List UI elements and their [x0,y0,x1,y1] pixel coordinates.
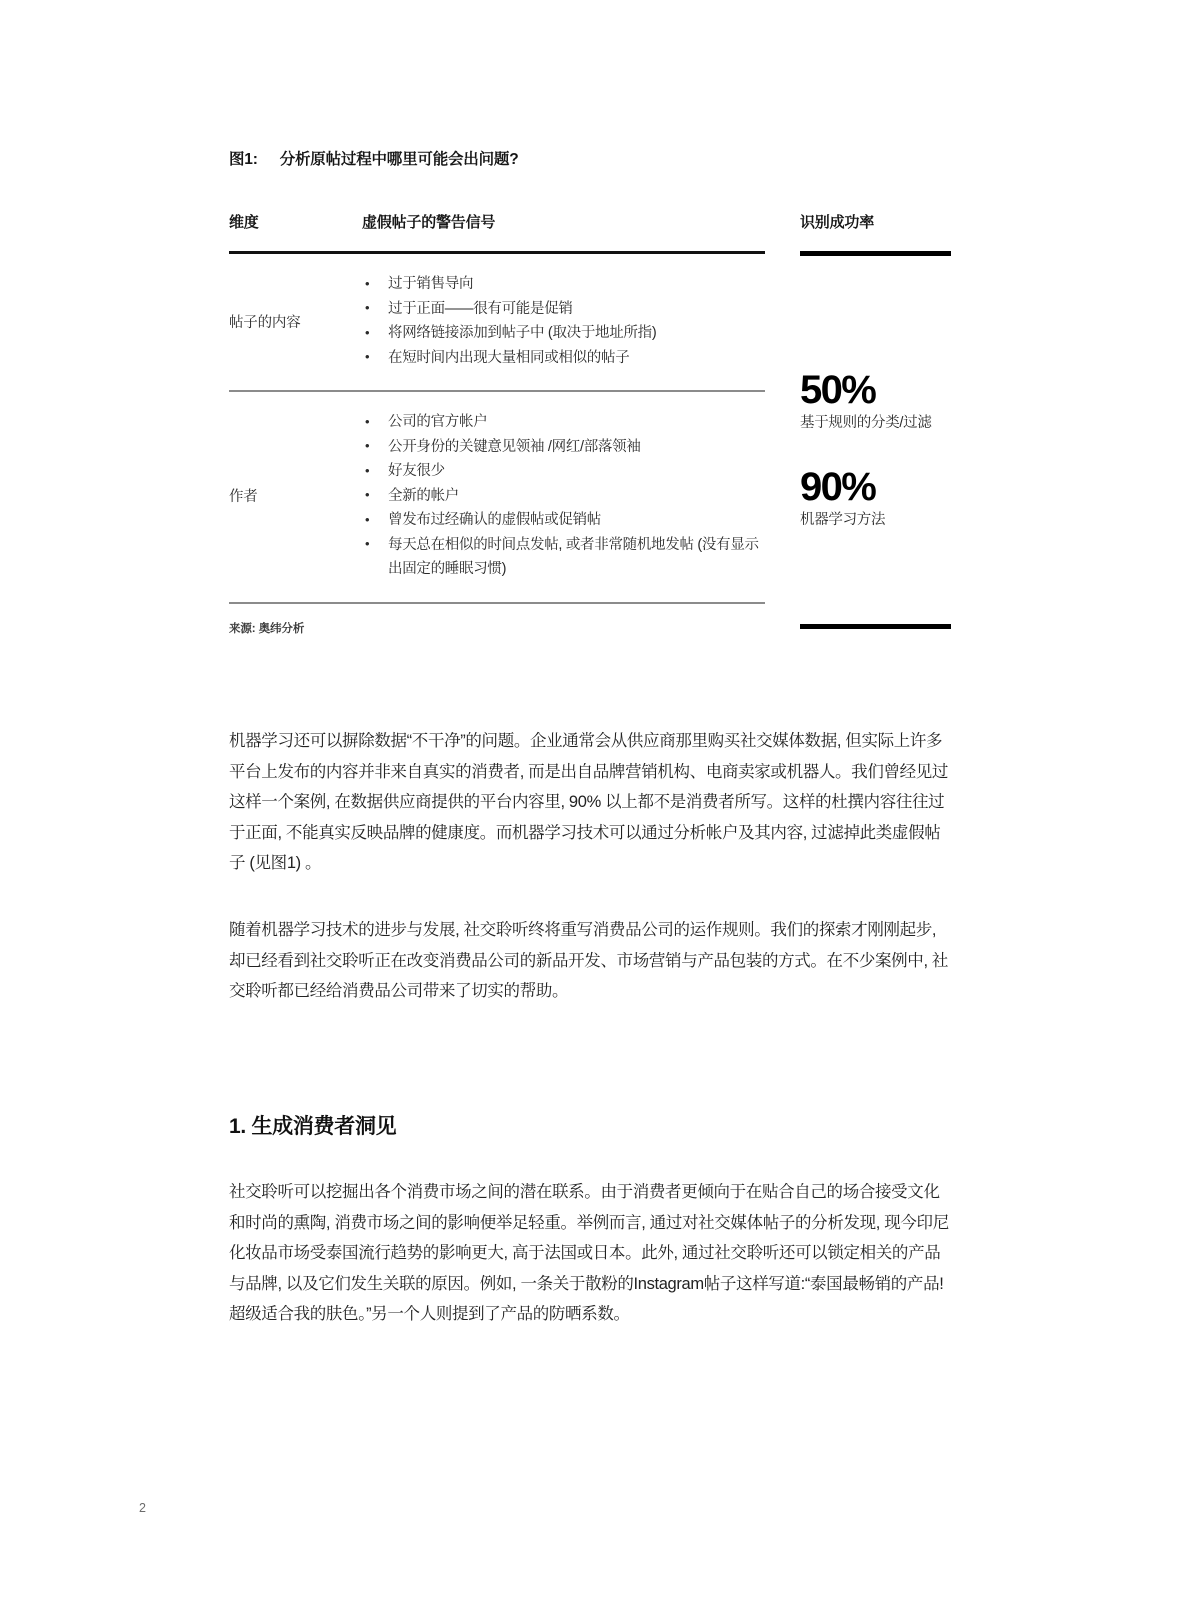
row-bullets-content [362,272,765,370]
figure-title-text: 分析原帖过程中哪里可能会出问题? [279,151,519,168]
table-row [229,254,765,390]
list-item: • 公开身份的关键意见领袖 /网红/部落领袖 [362,435,765,460]
page-number: 2 [139,1501,146,1515]
list-item: • 过于销售导向 [362,272,765,297]
column-header-dimension: 维度 [229,214,259,231]
stat-block-machine-learning [800,466,951,531]
list-item: • 公司的官方帐户 [362,410,765,435]
row-label-author: 作者 [229,489,258,506]
stat-value: 50% [800,368,876,412]
body-paragraph-3: 社交聆听可以挖掘出各个消费市场之间的潜在联系。由于消费者更倾向于在贴合自己的场合接受文化和时尚的熏陶, 消费市场之间的影响便举足轻重。举例而言, 通过对社交媒体帖子的分析发现, 现今印尼化妆品市场受泰国流行趋势的影响更大, 高于法国或日本。此外, 通过社交聆听还可以锁定相关的产品与品牌, 以及它们发生关联的原因。例如, 一条关于散粉的Instagram帖子这样写道:“泰国最畅销的产品!超级适合我的肤色。”另一个人则提到了产品的防晒系数。 [229,1183,949,1323]
column-header-signals: 虚假帖子的警告信号 [362,214,496,231]
figure-label: 图1: [229,151,258,168]
list-item: • 曾发布过经确认的虚假帖或促销帖 [362,508,765,533]
row-bullets-author [362,410,765,582]
paragraph-1-wrap [229,726,955,879]
table-right-column [800,211,951,629]
page-section-heading: 1. 生成消费者洞见 [229,1115,397,1138]
column-header-rate: 识别成功率 [800,214,875,231]
paragraph-2-wrap [229,915,955,1007]
table-header-row [229,211,765,251]
figure-caption [229,147,951,169]
list-item: • 将网络链接添加到帖子中 (取决于地址所指) [362,321,765,346]
body-paragraph-1: 机器学习还可以摒除数据“不干净”的问题。企业通常会从供应商那里购买社交媒体数据, 但实际上许多平台上发布的内容并非来自真实的消费者, 而是出自品牌营销机构、电商卖家或机器人。我们曾经见过这样一个案例, 在数据供应商提供的平台内容里, 90% 以上都不是消费者所写。这样的杜撰内容往往过于正面, 不能真实反映品牌的健康度。而机器学习技术可以通过分析帐户及其内容, 过滤掉此类虚假帖子 (见图1) 。 [229,732,949,872]
list-item: • 过于正面——很有可能是促销 [362,297,765,322]
stat-block-rule-based [800,369,951,434]
body-paragraph-2: 随着机器学习技术的进步与发展, 社交聆听终将重写消费品公司的运作规则。我们的探索才刚刚起步, 却已经看到社交聆听正在改变消费品公司的新品开发、市场营销与产品包装的方式。在不少案例中, 社交聆听都已经给消费品公司带来了切实的帮助。 [229,921,949,1000]
figure-source: 来源: 奥纬分析 [229,622,305,635]
paragraph-3-wrap [229,1177,955,1330]
stat-description: 机器学习方法 [800,512,886,528]
stat-description: 基于规则的分类/过滤 [800,415,932,431]
figure-block [229,147,951,635]
stats-bottom-rule [800,624,951,629]
list-item: • 每天总在相似的时间点发帖, 或者非常随机地发帖 (没有显示出固定的睡眠习惯) [362,533,765,582]
table-left-column [229,211,765,638]
table-header-row-right [800,211,951,251]
stat-value: 90% [800,465,876,509]
list-item: • 全新的帐户 [362,484,765,509]
list-item: • 在短时间内出现大量相同或相似的帖子 [362,346,765,371]
list-item: • 好友很少 [362,459,765,484]
row-label-content: 帖子的内容 [229,314,301,331]
table-row [229,392,765,602]
section-heading-wrap [229,1110,955,1140]
